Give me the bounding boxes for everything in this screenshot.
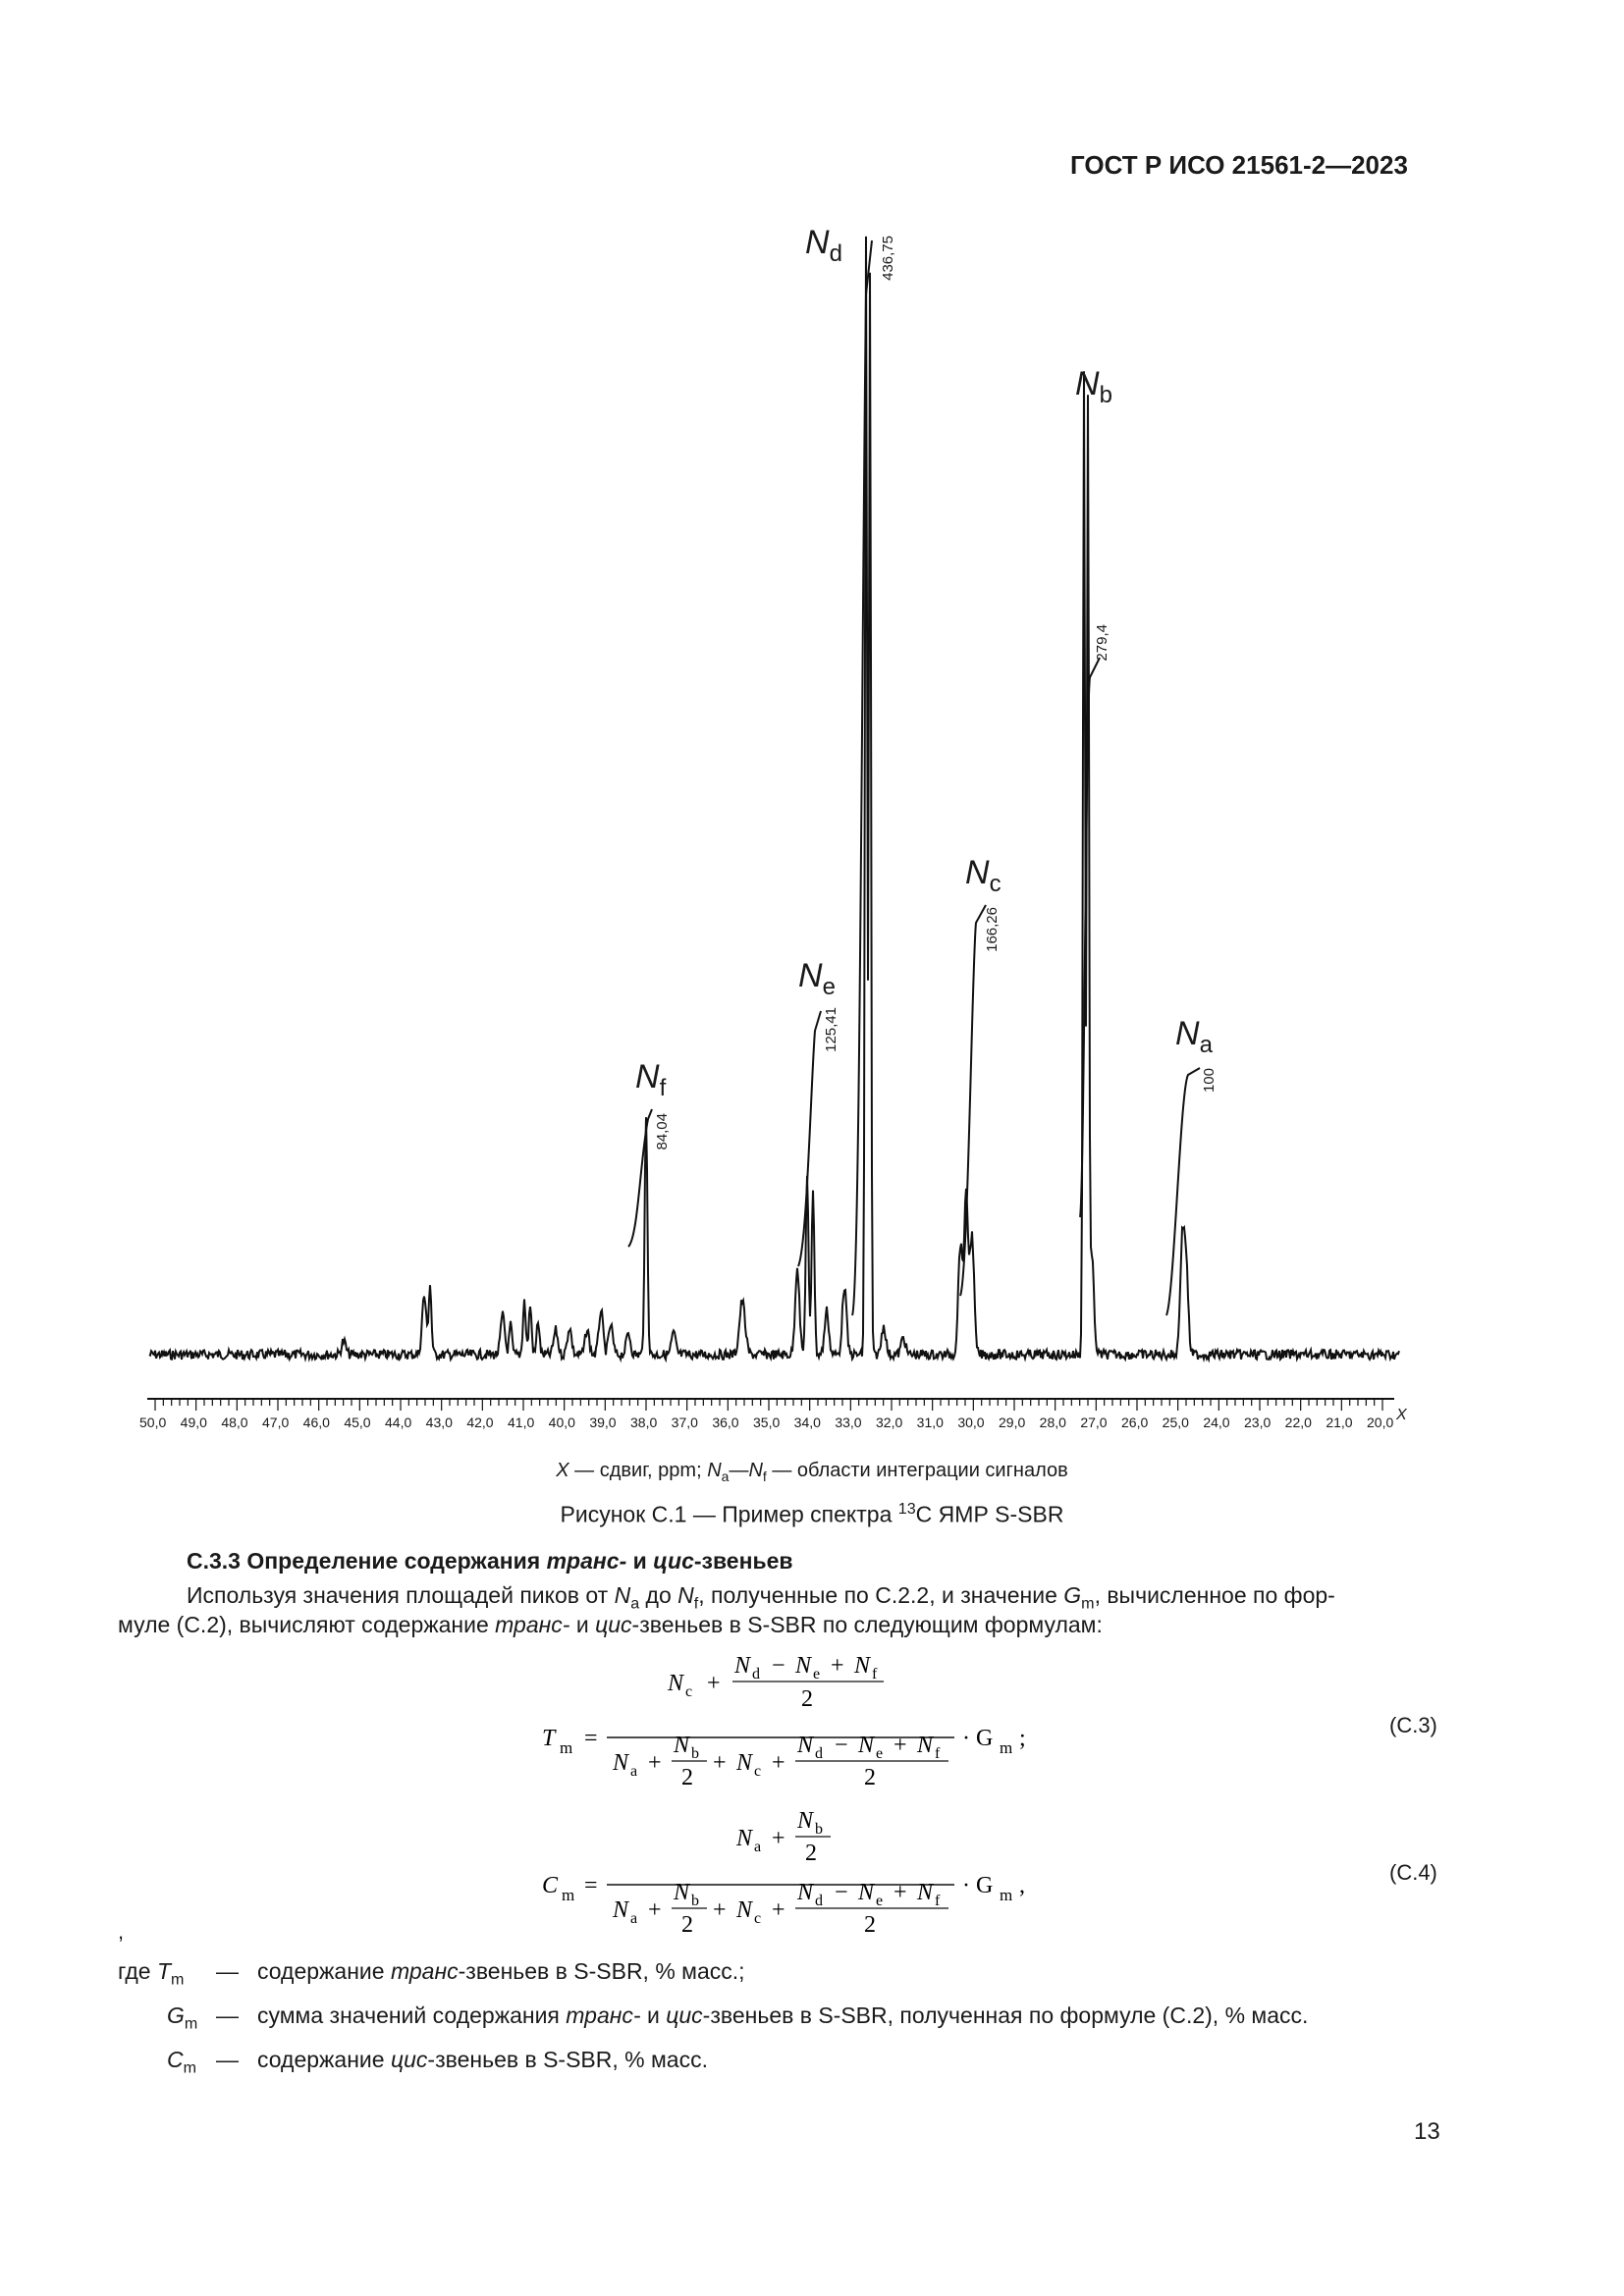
svg-text:N: N [858, 1880, 875, 1905]
svg-text:2: 2 [681, 1765, 693, 1790]
x-axis-tick-label: 50,0 [139, 1415, 167, 1430]
x-axis-tick-label: 33,0 [835, 1415, 862, 1430]
svg-text:N: N [674, 1733, 690, 1758]
definition-cm-dash: — [216, 2047, 239, 2072]
svg-text:m: m [1000, 1886, 1013, 1904]
stray-comma: , [118, 1919, 125, 1944]
definition-gm-text: сумма значений содержания транс- и цис-звеньев в S-SBR, полученная по формуле (С.2), % масс. [257, 2002, 1309, 2028]
svg-text:e: e [813, 1666, 821, 1682]
svg-text:2: 2 [864, 1912, 876, 1938]
svg-text:−: − [835, 1733, 848, 1758]
integral-value-nc: 166,26 [984, 907, 1001, 952]
integral-value-ne: 125,41 [823, 1007, 839, 1052]
integral-value-na: 100 [1201, 1068, 1218, 1094]
f3-num-two: 2 [801, 1686, 813, 1712]
svg-text:,: , [1019, 1873, 1025, 1898]
svg-text:N: N [674, 1880, 690, 1905]
x-axis-tick-label: 20,0 [1367, 1415, 1394, 1430]
paragraph-line-1: Используя значения площадей пиков от $N_a$ до $N_f$, полученные по С.2.2, и значение $G_m$, вычисленное по фор- [187, 1582, 1335, 1613]
svg-text:+: + [713, 1750, 727, 1776]
x-axis-tick-label: 21,0 [1326, 1415, 1353, 1430]
definition-tm-text: содержание транс-звеньев в S-SBR, % масс.; [257, 1958, 745, 1984]
f3-lhs: T [542, 1726, 556, 1751]
x-axis-tick-label: 29,0 [999, 1415, 1026, 1430]
svg-text:f: f [935, 1893, 941, 1909]
svg-text:m: m [1000, 1738, 1013, 1757]
svg-text:· G: · G [962, 1873, 994, 1898]
x-axis-tick-label: 30,0 [957, 1415, 985, 1430]
peak-label-ne: $N_e$ [798, 957, 836, 1000]
figure-caption: Рисунок С.1 — Пример спектра $^{13}$С ЯМР S-SBR [560, 1500, 1064, 1527]
x-axis-tick-label: 46,0 [302, 1415, 330, 1430]
svg-text:−: − [835, 1880, 848, 1905]
x-axis-tick-label: 26,0 [1121, 1415, 1149, 1430]
x-axis-tick-label: 48,0 [221, 1415, 248, 1430]
svg-text:f: f [872, 1666, 878, 1682]
x-axis-tick-label: 44,0 [385, 1415, 412, 1430]
svg-text:d: d [752, 1666, 760, 1682]
x-axis-tick-label: 25,0 [1162, 1415, 1189, 1430]
equation-number-c4: (С.4) [1389, 1860, 1437, 1885]
x-axis-tick-label: 41,0 [508, 1415, 535, 1430]
page-number: 13 [1414, 2118, 1440, 2145]
x-axis-tick-label: 42,0 [466, 1415, 494, 1430]
svg-text:b: b [815, 1821, 823, 1838]
svg-text:N: N [795, 1653, 812, 1679]
formula-c4 [530, 1796, 1041, 1953]
svg-text:N: N [736, 1897, 753, 1923]
x-axis-tick-label: 28,0 [1039, 1415, 1066, 1430]
svg-text:e: e [876, 1745, 884, 1762]
svg-text:N: N [917, 1880, 934, 1905]
svg-text:a: a [630, 1763, 638, 1780]
x-axis-tick-label: 40,0 [548, 1415, 575, 1430]
svg-text:N: N [797, 1733, 814, 1758]
x-axis-tick-label: 36,0 [712, 1415, 739, 1430]
svg-text:f: f [935, 1745, 941, 1762]
x-axis-tick-label: 34,0 [793, 1415, 821, 1430]
x-axis-tick-label: 38,0 [630, 1415, 658, 1430]
svg-text:+: + [772, 1897, 785, 1923]
svg-text:d: d [815, 1893, 823, 1909]
svg-text:c: c [754, 1910, 762, 1927]
x-axis-tick-label: 27,0 [1080, 1415, 1108, 1430]
f4-lhs-sub: m [562, 1886, 575, 1904]
svg-text:2: 2 [681, 1912, 693, 1938]
peak-label-nf: $N_f$ [635, 1058, 667, 1101]
svg-text:N: N [736, 1750, 753, 1776]
x-axis-tick-label: 49,0 [180, 1415, 207, 1430]
definition-tm: где $T_m$ [118, 1958, 185, 1989]
svg-text:c: c [685, 1683, 693, 1700]
svg-text:N: N [613, 1897, 629, 1923]
svg-text:e: e [876, 1893, 884, 1909]
svg-text:c: c [754, 1763, 762, 1780]
definition-gm: $G_m$ [167, 2002, 198, 2033]
svg-text:b: b [691, 1745, 699, 1762]
x-axis-ticks [155, 1399, 1382, 1411]
integral-value-nd: 436,75 [880, 236, 896, 281]
svg-text:;: ; [1019, 1726, 1026, 1751]
standard-number: ГОСТ Р ИСО 21561-2—2023 [1070, 150, 1408, 180]
x-axis-symbol: X [1396, 1407, 1407, 1423]
integral-value-nf: 84,04 [654, 1113, 671, 1150]
integral-curve-a [1166, 1068, 1200, 1315]
f3-minus-1: − [772, 1653, 785, 1679]
x-axis-tick-label: 37,0 [671, 1415, 698, 1430]
peak-label-nb: $N_b$ [1075, 365, 1112, 408]
svg-text:+: + [772, 1750, 785, 1776]
f3-lhs-sub: m [560, 1738, 573, 1757]
formula-c3 [530, 1649, 1041, 1806]
svg-text:d: d [815, 1745, 823, 1762]
x-axis-tick-label: 35,0 [753, 1415, 781, 1430]
svg-text:N: N [613, 1750, 629, 1776]
svg-text:+: + [648, 1897, 662, 1923]
f3-tail: · G [962, 1726, 994, 1751]
x-axis-tick-label: 43,0 [425, 1415, 453, 1430]
svg-text:2: 2 [805, 1841, 817, 1866]
x-axis-tick-label: 32,0 [876, 1415, 903, 1430]
svg-text:+: + [713, 1897, 727, 1923]
integral-value-nb: 279,4 [1094, 624, 1110, 662]
x-axis-tick-label: 23,0 [1244, 1415, 1272, 1430]
svg-text:b: b [691, 1893, 699, 1909]
spectrum-trace [149, 237, 1399, 1360]
f3-plus-2: + [831, 1653, 844, 1679]
x-axis-tick-label: 24,0 [1203, 1415, 1230, 1430]
x-axis-tick-label: 22,0 [1284, 1415, 1312, 1430]
svg-text:+: + [893, 1733, 907, 1758]
paragraph-line-2: муле (С.2), вычисляют содержание транс- и цис-звеньев в S-SBR по следующим формулам: [118, 1612, 1103, 1637]
svg-text:N: N [917, 1733, 934, 1758]
definition-gm-dash: — [216, 2002, 239, 2028]
x-axis-tick-label: 39,0 [589, 1415, 617, 1430]
svg-text:2: 2 [864, 1765, 876, 1790]
svg-text:N: N [797, 1808, 814, 1834]
svg-text:N: N [734, 1653, 751, 1679]
x-axis-tick-label: 31,0 [916, 1415, 944, 1430]
svg-text:a: a [754, 1839, 762, 1855]
definition-cm-text: содержание цис-звеньев в S-SBR, % масс. [257, 2047, 708, 2072]
svg-text:N: N [668, 1671, 684, 1696]
svg-text:N: N [858, 1733, 875, 1758]
peak-label-na: $N_a$ [1175, 1015, 1213, 1058]
svg-text:a: a [630, 1910, 638, 1927]
section-heading: С.3.3 Определение содержания транс- и цис-звеньев [187, 1548, 793, 1574]
x-axis-tick-label: 45,0 [344, 1415, 371, 1430]
equation-number-c3: (С.3) [1389, 1713, 1437, 1737]
integral-curve-e [798, 1011, 821, 1266]
svg-text:+: + [772, 1826, 785, 1851]
svg-text:+: + [648, 1750, 662, 1776]
svg-text:+: + [893, 1880, 907, 1905]
svg-text:N: N [797, 1880, 814, 1905]
definition-tm-dash: — [216, 1958, 239, 1984]
x-axis-tick-label: 47,0 [262, 1415, 290, 1430]
svg-text:=: = [584, 1873, 598, 1898]
svg-text:N: N [854, 1653, 871, 1679]
f3-eq: = [584, 1726, 598, 1751]
f3-plus-1: + [707, 1671, 721, 1696]
figure-legend: X — сдвиг, ppm; $N_a—N_f$ — области интеграции сигналов [556, 1460, 1068, 1484]
f4-lhs: C [542, 1873, 559, 1898]
peak-label-nd: $N_d$ [805, 224, 842, 267]
peak-label-nc: $N_c$ [965, 854, 1001, 897]
svg-text:N: N [736, 1826, 753, 1851]
definition-cm: $C_m$ [167, 2047, 197, 2077]
